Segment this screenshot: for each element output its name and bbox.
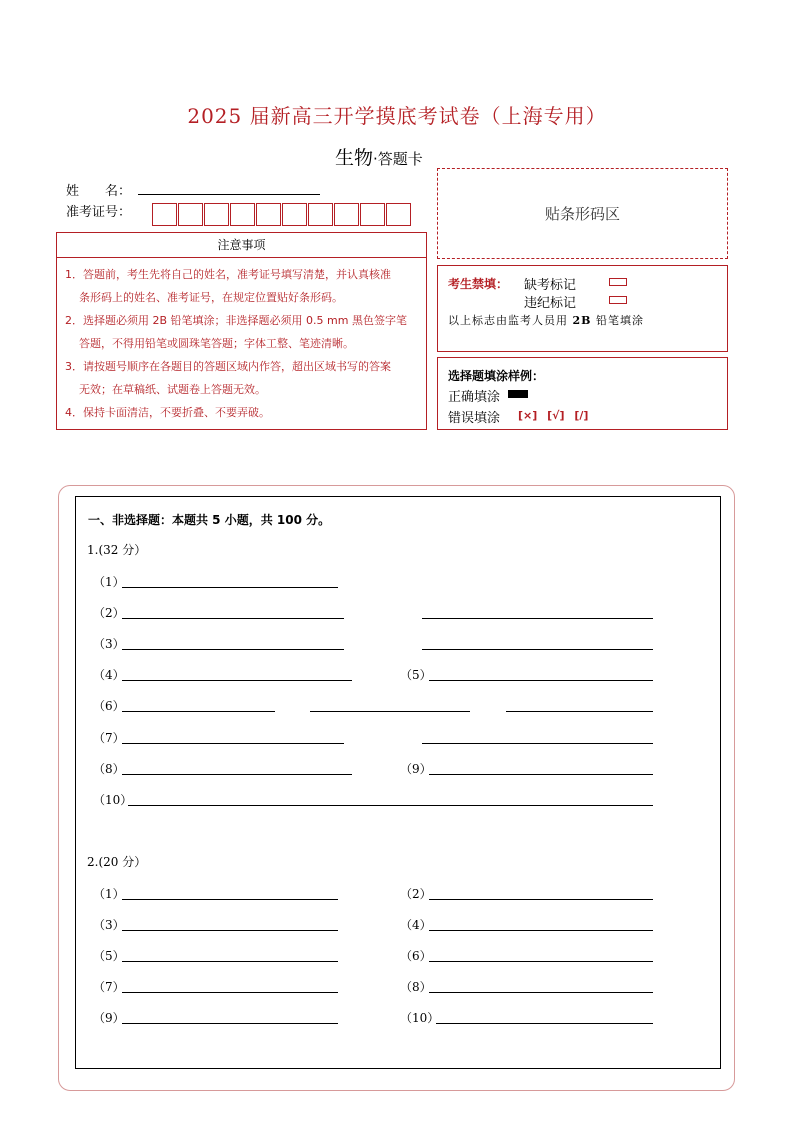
id-digit-box[interactable] [282, 203, 307, 226]
q2-sub-label: （10） [400, 1011, 440, 1025]
answer-line[interactable] [429, 899, 653, 900]
id-digit-box[interactable] [386, 203, 411, 226]
absent-mark-label: 缺考标记 [524, 278, 577, 293]
answer-line[interactable] [128, 805, 653, 806]
prohibited-note-bold: 2B [572, 314, 592, 327]
answer-line[interactable] [122, 680, 352, 681]
wrong-mark-cross: [×] [518, 409, 538, 422]
answer-line[interactable] [122, 899, 338, 900]
q1-sub-label: （6） [93, 699, 125, 713]
wrong-fill-label: 错误填涂 [448, 411, 501, 426]
q1-sub-label: （4） [93, 668, 125, 682]
answer-line[interactable] [122, 1023, 338, 1024]
q2-sub-label: （4） [400, 918, 432, 932]
barcode-area [437, 168, 728, 259]
q2-sub-label: （2） [400, 887, 432, 901]
id-digit-box[interactable] [178, 203, 203, 226]
q1-sub-label: （1） [93, 575, 125, 589]
answer-line[interactable] [122, 961, 338, 962]
subject-name: 生物 [335, 147, 374, 169]
q1-sub-label: （9） [400, 762, 432, 776]
q2-sub-label: （5） [93, 949, 125, 963]
notes-item: 1．答题前，考生先将自己的姓名，准考证号填写清楚，并认真核准 [65, 268, 391, 281]
page-title: 2025 届新高三开学摸底考试卷（上海专用） [187, 104, 607, 128]
answer-line[interactable] [422, 649, 653, 650]
notes-box [56, 232, 427, 430]
q2-sub-label: （6） [400, 949, 432, 963]
prohibited-box [437, 265, 728, 352]
subject-heading [335, 143, 423, 170]
answer-line[interactable] [429, 774, 653, 775]
q1-sub-label: （7） [93, 731, 125, 745]
answer-line[interactable] [122, 743, 344, 744]
answer-area-frame [75, 496, 721, 1069]
q2-sub-label: （8） [400, 980, 432, 994]
answer-line[interactable] [429, 992, 653, 993]
name-label: 姓 名： [66, 184, 132, 199]
answer-line[interactable] [422, 743, 653, 744]
q1-sub-label: （10） [93, 793, 133, 807]
sheet-type: ·答题卡 [373, 150, 423, 168]
prohibited-note [448, 312, 644, 328]
id-digit-box[interactable] [152, 203, 177, 226]
q1-sub-label: （5） [400, 668, 432, 682]
notes-item: 2．选择题必须用 2B 铅笔填涂；非选择题必须用 0.5 mm 黑色签字笔 [65, 314, 407, 327]
q2-sub-label: （1） [93, 887, 125, 901]
name-field[interactable] [138, 194, 320, 195]
wrong-fill-marks [518, 409, 588, 422]
answer-line[interactable] [122, 618, 344, 619]
answer-line[interactable] [310, 711, 470, 712]
id-digit-box[interactable] [360, 203, 385, 226]
notes-list [57, 258, 426, 424]
question-1-label: 1.(32 分） [87, 543, 147, 557]
answer-line[interactable] [122, 930, 338, 931]
exam-id-label: 准考证号： [66, 205, 132, 220]
answer-line[interactable] [429, 680, 653, 681]
answer-line[interactable] [506, 711, 653, 712]
fill-sample-box [437, 357, 728, 430]
fill-sample-title: 选择题填涂样例： [448, 369, 545, 383]
notes-heading: 注意事项 [57, 233, 426, 258]
notes-item: 无效；在草稿纸、试题卷上答题无效。 [79, 383, 266, 396]
id-digit-box[interactable] [308, 203, 333, 226]
question-2-label: 2.(20 分） [87, 855, 147, 869]
answer-line[interactable] [122, 587, 338, 588]
q1-sub-label: （8） [93, 762, 125, 776]
correct-fill-mark [508, 390, 528, 398]
prohibited-note-prefix: 以上标志由监考人员用 [448, 314, 573, 327]
notes-item: 3．请按题号顺序在各题目的答题区域内作答，超出区域书写的答案 [65, 360, 391, 373]
id-digit-box[interactable] [334, 203, 359, 226]
q1-sub-label: （2） [93, 606, 125, 620]
q1-sub-label: （3） [93, 637, 125, 651]
id-digit-box[interactable] [230, 203, 255, 226]
answer-line[interactable] [122, 992, 338, 993]
wrong-mark-check: [√] [547, 409, 565, 422]
notes-item: 条形码上的姓名、准考证号，在规定位置贴好条形码。 [79, 291, 343, 304]
answer-line[interactable] [429, 961, 653, 962]
prohibited-label: 考生禁填： [448, 277, 509, 291]
answer-line[interactable] [429, 930, 653, 931]
answer-line[interactable] [122, 711, 275, 712]
q2-sub-label: （9） [93, 1011, 125, 1025]
correct-fill-label: 正确填涂 [448, 390, 501, 405]
barcode-area-label: 贴条形码区 [544, 205, 620, 223]
id-digit-box[interactable] [256, 203, 281, 226]
answer-line[interactable] [422, 618, 653, 619]
violation-mark-label: 违纪标记 [524, 296, 577, 311]
violation-mark-box[interactable] [609, 296, 627, 304]
wrong-mark-slash: [/] [574, 409, 589, 422]
id-digit-box[interactable] [204, 203, 229, 226]
q2-sub-label: （3） [93, 918, 125, 932]
prohibited-note-suffix: 铅笔填涂 [591, 314, 644, 327]
q2-sub-label: （7） [93, 980, 125, 994]
section-title: 一、非选择题：本题共 5 小题，共 100 分。 [88, 513, 331, 527]
answer-line[interactable] [436, 1023, 653, 1024]
notes-item: 答题，不得用铅笔或圆珠笔答题；字体工整、笔迹清晰。 [79, 337, 354, 350]
notes-item: 4．保持卡面清洁，不要折叠、不要弄破。 [65, 406, 270, 419]
answer-line[interactable] [122, 649, 344, 650]
answer-line[interactable] [122, 774, 352, 775]
absent-mark-box[interactable] [609, 278, 627, 286]
